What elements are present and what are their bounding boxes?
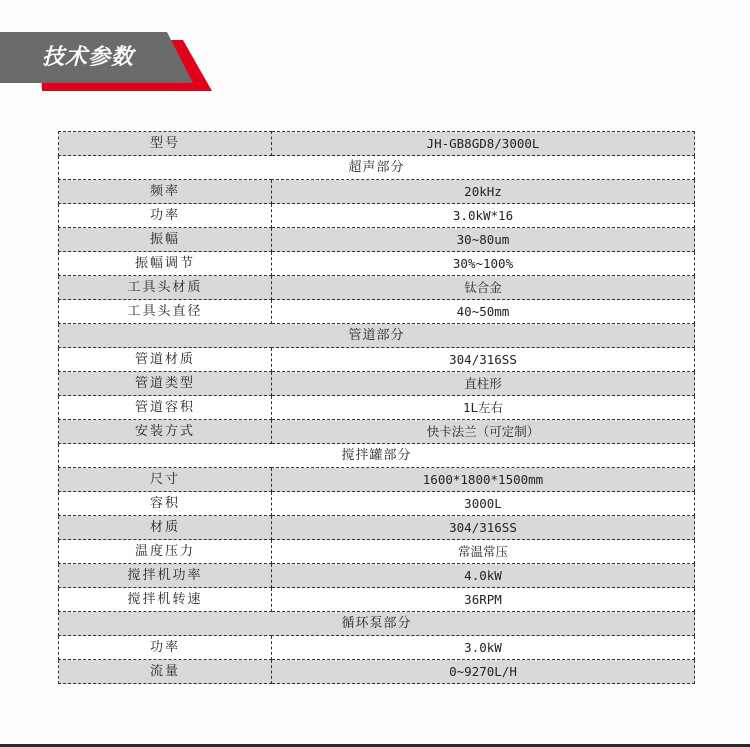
- section-header-pipe: [59, 324, 695, 348]
- table-row: [59, 588, 695, 612]
- section-header-ultrasonic: [59, 156, 695, 180]
- row-value: 30~80um: [272, 228, 695, 252]
- row-label: 管道类型: [59, 372, 272, 396]
- table-row: [59, 660, 695, 684]
- section-title: 搅拌罐部分: [59, 444, 695, 468]
- row-label: 振幅调节: [59, 252, 272, 276]
- table-row: [59, 636, 695, 660]
- row-value: 1600*1800*1500mm: [272, 468, 695, 492]
- table-row: [59, 300, 695, 324]
- row-label: 管道容积: [59, 396, 272, 420]
- row-value: 36RPM: [272, 588, 695, 612]
- row-label: 振幅: [59, 228, 272, 252]
- row-value: 3.0kW*16: [272, 204, 695, 228]
- row-label: 功率: [59, 204, 272, 228]
- table-row: [59, 468, 695, 492]
- table-row: [59, 276, 695, 300]
- row-label: 尺寸: [59, 468, 272, 492]
- table-row: [59, 180, 695, 204]
- row-label: 工具头材质: [59, 276, 272, 300]
- row-value: 3000L: [272, 492, 695, 516]
- row-value: 1L左右: [272, 396, 695, 420]
- row-label: 温度压力: [59, 540, 272, 564]
- section-title: 管道部分: [59, 324, 695, 348]
- section-banner: [0, 0, 230, 100]
- table-row: [59, 252, 695, 276]
- section-header-tank: [59, 444, 695, 468]
- section-title: 循环泵部分: [59, 612, 695, 636]
- section-title: 超声部分: [59, 156, 695, 180]
- table-row: [59, 564, 695, 588]
- row-value: 304/316SS: [272, 348, 695, 372]
- row-label: 频率: [59, 180, 272, 204]
- row-label: 搅拌机功率: [59, 564, 272, 588]
- row-value: 30%~100%: [272, 252, 695, 276]
- row-label: 型号: [59, 132, 272, 156]
- row-value: 3.0kW: [272, 636, 695, 660]
- table-row-model: [59, 132, 695, 156]
- table-row: [59, 516, 695, 540]
- row-value: 304/316SS: [272, 516, 695, 540]
- row-value: 0~9270L/H: [272, 660, 695, 684]
- row-value: JH-GB8GD8/3000L: [272, 132, 695, 156]
- table-row: [59, 204, 695, 228]
- row-value: 20kHz: [272, 180, 695, 204]
- row-label: 功率: [59, 636, 272, 660]
- row-value: 常温常压: [272, 540, 695, 564]
- row-label: 搅拌机转速: [59, 588, 272, 612]
- row-value: 4.0kW: [272, 564, 695, 588]
- row-label: 材质: [59, 516, 272, 540]
- table-row: [59, 372, 695, 396]
- table-row: [59, 492, 695, 516]
- row-label: 管道材质: [59, 348, 272, 372]
- section-header-pump: [59, 612, 695, 636]
- table-row: [59, 228, 695, 252]
- row-value: 钛合金: [272, 276, 695, 300]
- table-row: [59, 348, 695, 372]
- row-value: 直柱形: [272, 372, 695, 396]
- row-label: 安装方式: [59, 420, 272, 444]
- table-row: [59, 396, 695, 420]
- row-value: 快卡法兰（可定制）: [272, 420, 695, 444]
- row-label: 容积: [59, 492, 272, 516]
- section-title: 技术参数: [42, 45, 135, 70]
- row-label: 工具头直径: [59, 300, 272, 324]
- row-value: 40~50mm: [272, 300, 695, 324]
- spec-table: [58, 131, 695, 684]
- row-label: 流量: [59, 660, 272, 684]
- table-row: [59, 420, 695, 444]
- table-row: [59, 540, 695, 564]
